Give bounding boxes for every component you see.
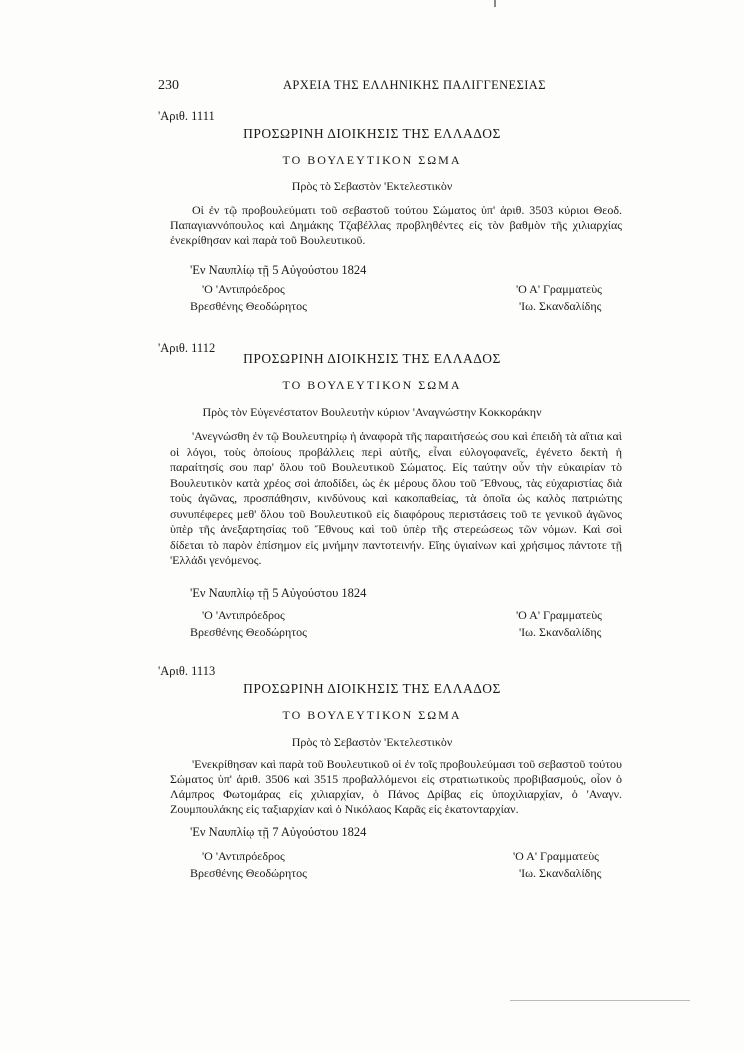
document-number: 'Αριθ. 1111 <box>158 109 215 123</box>
document-heading: ΠΡΟΣΩΡΙΝΗ ΔΙΟΙΚΗΣΙΣ ΤΗΣ ΕΛΛΑΔΟΣ <box>243 681 501 696</box>
right-signatory-title: 'Ο Α' Γραμματεὺς <box>516 282 602 296</box>
left-signatory-name: Βρεσθένης Θεοδώρητος <box>190 625 307 639</box>
left-signatory-title: 'Ο 'Αντιπρόεδρος <box>202 282 285 296</box>
running-head: ΑΡΧΕΙΑ ΤΗΣ ΕΛΛΗΝΙΚΗΣ ΠΑΛΙΓΓΕΝΕΣΙΑΣ <box>283 78 546 92</box>
scan-mark-bottom <box>510 1000 690 1001</box>
left-signatory-title: 'Ο 'Αντιπρόεδρος <box>202 608 285 622</box>
left-signatory-name: Βρεσθένης Θεοδώρητος <box>190 866 307 880</box>
place-date: 'Εν Ναυπλίῳ τῇ 5 Αὐγούστου 1824 <box>190 263 367 277</box>
document-body: 'Ενεκρίθησαν καὶ παρὰ τοῦ Βουλευτικοῦ οἱ ἐν τοῖς προβουλεύμασι τοῦ σεβαστοῦ τούτου Σώματος ὑπ' ἀριθ. 3506 καὶ 3515 προβαλλόμενοι εἰς στρατιωτικοὺς προβιβασμούς, οἷον ὁ Λάμπρος Φωτομάρας εἰς χιλιαρχίαν, ὁ Πάνος Δρίβας εἰς ὑποχιλιαρχίαν, ὁ 'Αναγν. Ζουμπουλάκης εἰς ταξιαρχίαν καὶ ὁ Νικόλαος Καρᾶς εἰς ἑκατονταρχίαν. <box>170 757 622 816</box>
document-addressee: Πρὸς τὸ Σεβαστὸν 'Εκτελεστικὸν <box>291 179 453 193</box>
right-signatory-name: 'Ιω. Σκανδαλίδης <box>519 866 602 880</box>
right-signatory-name: 'Ιω. Σκανδαλίδης <box>519 299 602 313</box>
document-body: 'Ανεγνώσθη ἐν τῷ Βουλευτηρίῳ ἡ ἀναφορὰ τῆς παραιτήσεώς σου καὶ ἐπειδὴ τὰ αἴτια καὶ οἱ λόγοι, τοὺς ὁποίους προβάλλεις περὶ αὐτῆς, εἶναι εὐλογοφανεῖς, ἐγένετο δεκτὴ ἡ παραίτησίς σου παρ' ὅλου τοῦ Βουλευτικοῦ Σώματος. Εἰς ταύτην οὖν τὴν εὐκαιρίαν τὸ Βουλευτικὸν κατὰ χρέος σοὶ ἀποδίδει, ὡς ἐκ μέρους ὅλου τοῦ Ἔθνους, τὰς εὐχαριστίας διὰ τοὺς ἀγῶνας, προσπάθησιν, κινδύνους καὶ κακοπαθείας, τὰ ὁποῖα ὡς καλὸς πατριώτης συνυπέφερες μεθ' ὅλου τοῦ Βουλευτικοῦ εἰς διαφόρους περιστάσεις τοῦ τε γενικοῦ ἀγῶνος ὑπὲρ τῆς ἀνεξαρτησίας τοῦ Ἔθνους καὶ τοῦ ὑπὲρ τῆς στερεώσεως τῶν νόμων. Καὶ σοὶ δίδεται τὸ παρὸν ἐπίσημον εἰς μνήμην παντοτεινήν. Εἴης ὑγιαίνων καὶ χρήσιμος πάντοτε τῇ 'Ελλάδι γενόμενος. <box>170 429 622 567</box>
scan-mark-top <box>494 0 496 7</box>
right-signatory-name: 'Ιω. Σκανδαλίδης <box>519 625 602 639</box>
left-signatory-name: Βρεσθένης Θεοδώρητος <box>190 299 307 313</box>
place-date: 'Εν Ναυπλίῳ τῇ 7 Αὐγούστου 1824 <box>190 825 367 839</box>
place-date: 'Εν Ναυπλίῳ τῇ 5 Αὐγούστου 1824 <box>190 586 367 600</box>
right-signatory-title: 'Ο Α' Γραμματεὺς <box>516 608 602 622</box>
document-addressee: Πρὸς τὸν Εὐγενέστατον Βουλευτὴν κύριον 'Αναγνώστην Κοκκοράκην <box>202 405 542 419</box>
right-signatory-title: 'Ο Α' Γραμματεὺς <box>513 849 599 863</box>
document-subheading: ΤΟ ΒΟΥΛΕΥΤΙΚΟΝ ΣΩΜΑ <box>282 708 462 722</box>
document-number: 'Αριθ. 1113 <box>158 664 216 678</box>
document-number: 'Αριθ. 1112 <box>158 341 216 355</box>
page-number: 230 <box>158 78 179 93</box>
document-addressee: Πρὸς τὸ Σεβαστὸν 'Εκτελεστικὸν <box>291 735 453 749</box>
left-signatory-title: 'Ο 'Αντιπρόεδρος <box>202 849 285 863</box>
document-body: Οἱ ἐν τῷ προβουλεύματι τοῦ σεβαστοῦ τούτου Σώματος ὑπ' ἀριθ. 3503 κύριοι Θεοδ. Παπαγιαννόπουλος καὶ Δημάκης Τζαβέλλας προβληθέντες εἰς τὸν βαθμὸν τῆς χιλιαρχίας ἐνεκρίθησαν καὶ παρὰ τοῦ Βουλευτικοῦ. <box>170 203 622 247</box>
document-subheading: ΤΟ ΒΟΥΛΕΥΤΙΚΟΝ ΣΩΜΑ <box>282 378 462 392</box>
document-heading: ΠΡΟΣΩΡΙΝΗ ΔΙΟΙΚΗΣΙΣ ΤΗΣ ΕΛΛΑΔΟΣ <box>243 351 501 366</box>
document-heading: ΠΡΟΣΩΡΙΝΗ ΔΙΟΙΚΗΣΙΣ ΤΗΣ ΕΛΛΑΔΟΣ <box>243 126 501 141</box>
document-subheading: ΤΟ ΒΟΥΛΕΥΤΙΚΟΝ ΣΩΜΑ <box>282 153 462 167</box>
